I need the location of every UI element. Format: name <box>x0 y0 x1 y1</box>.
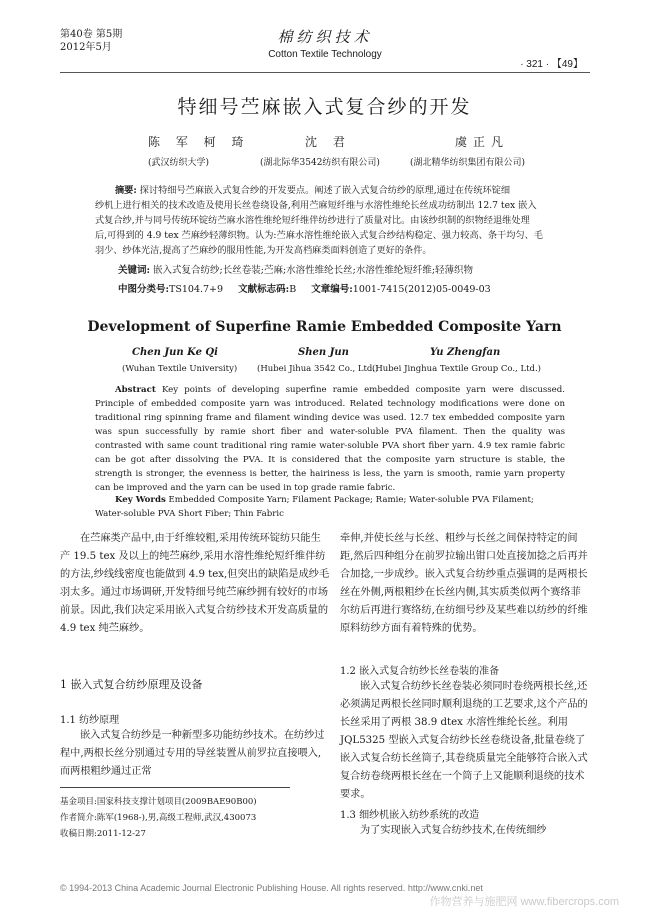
art-label: 文章编号: <box>311 284 353 295</box>
footnote-author: 作者简介:陈军(1968-),男,高级工程师,武汉,430073 <box>60 813 257 823</box>
affiliation-cn: (武汉纺织大学) <box>148 158 210 168</box>
header-divider <box>60 72 590 73</box>
abstract-cn-label: 摘要: <box>115 185 137 196</box>
journal-name-en: Cotton Textile Technology <box>268 49 382 60</box>
footnote-received: 收稿日期:2011-12-27 <box>60 829 146 839</box>
keywords-cn <box>118 262 473 276</box>
issue-date: 2012年5月 <box>60 42 112 53</box>
affiliation-en: (Hubei Jinghua Textile Group Co., Ltd.) <box>372 364 541 374</box>
keywords-cn-text: 嵌入式复合纺纱;长丝卷装;苎麻;水溶性维纶长丝;水溶性维纶短纤维;轻薄织物 <box>153 265 474 276</box>
author-cn: 虞正凡 <box>455 135 510 149</box>
abstract-en <box>95 383 565 495</box>
left-column-body <box>60 727 330 781</box>
issue-volume: 第40卷 第5期 <box>60 29 123 40</box>
journal-name-cn: 棉纺织技术 <box>277 28 373 46</box>
abstract-cn <box>95 183 565 258</box>
abstract-en-text: Key points of developing superfine ramie embedded composite yarn were discussed. Principle of embedded composite yarn was introduced. Related technology modifications were done on traditional ring spinning frame and filament winding device was used. 12.7 tex embedded composite yarn was spun successfully by ramie short fiber and water-soluble PVA filament. Then the quality was contrasted with same count traditional ring ramie water-soluble PVA short fiber yarn. 4.9 tex ramie fabric can be got after dissolving the PVA. It is considered that the composite yarn structure is stable, the strength is stronger, the evenness is better, the hairiness is less, the yarn is smooth, ramie yarn property can be improved and the yarn can be used in top grade ramie fabric. <box>95 385 566 493</box>
footnote-divider <box>60 787 290 788</box>
subsection-heading: 1.3 细纱机嵌入纺纱系统的改造 <box>340 810 480 821</box>
cls-label: 中图分类号: <box>118 284 170 295</box>
right-column <box>340 530 590 638</box>
article-title-en: Development of Superfine Ramie Embedded Composite Yarn <box>87 319 562 335</box>
abstract-cn-line: 探讨特细号苎麻嵌入式复合纱的开发要点。阐述了嵌入式复合纺纱的原理,通过在传统环锭细 <box>139 185 511 196</box>
copyright-footer: © 1994-2013 China Academic Journal Electronic Publishing House. All rights reserved. http://www.cnki.net <box>60 883 483 893</box>
right-column-end <box>340 822 590 840</box>
author-en: Yu Zhengfan <box>430 347 501 358</box>
author-en: Shen Jun <box>298 347 349 358</box>
keywords-en-label: Key Words <box>115 495 166 505</box>
affiliation-cn: (湖北际华3542纺织有限公司) <box>260 158 380 168</box>
cls-value: TS104.7+9 <box>169 284 224 295</box>
subsection-heading: 1.2 嵌入式复合纺纱长丝卷装的准备 <box>340 666 500 677</box>
journal-masthead <box>250 26 400 60</box>
author-cn: 沈 君 <box>305 135 351 149</box>
affiliation-en: (Hubei Jihua 3542 Co., Ltd.) <box>257 364 379 374</box>
left-column <box>60 530 330 638</box>
abstract-cn-line: 纱机上进行相关的技术改造及使用长丝卷绕设备,利用苎麻短纤维与水溶性维纶长丝成功纺制出 12.7 tex 嵌入 <box>95 200 537 211</box>
section-heading: 1 嵌入式复合纺纱原理及设备 <box>60 678 203 691</box>
art-value: 1001-7415(2012)05-0049-03 <box>352 284 491 295</box>
abstract-cn-line: 式复合纱,并与同号传统环锭纺苎麻水溶性维纶短纤维伴纺纱进行了质量对比。由该纱织制的织物经退维处理 <box>95 215 530 226</box>
abstract-en-label: Abstract <box>115 385 156 395</box>
intro-paragraph: 在苎麻类产品中,由于纤维较粗,采用传统环锭纺只能生产 19.5 tex 及以上的纯苎麻纱,采用水溶性维纶短纤维伴纺的方法,纱线线密度也能做到 4.9 tex,但突出的缺陷是成纱毛羽太多。通过市场调研,开发特细号纯苎麻纱拥有较好的市场前景。因此,我们决定采用嵌入式复合纺纱技术开发高质量的 4.9 tex 纯苎麻纱。 <box>60 533 330 634</box>
paragraph: 嵌入式复合纺纱是一种新型多功能纺纱技术。在纺纱过程中,两根长丝分别通过专用的导丝装置从前罗拉直接喂入,而两根粗纱通过正常 <box>60 730 325 777</box>
author-en: Chen Jun Ke Qi <box>132 347 218 358</box>
right-column-body <box>340 678 590 804</box>
article-title-cn: 特细号苎麻嵌入式复合纱的开发 <box>177 96 472 118</box>
affiliation-en: (Wuhan Textile University) <box>122 364 238 374</box>
page-number: · 321 · 【49】 <box>520 59 583 70</box>
issue-info <box>60 28 122 54</box>
author-cn: 陈 军 柯 琦 <box>148 135 250 149</box>
classification-line <box>118 281 491 295</box>
watermark: 作物营养与施肥网 www.fibercrops.com <box>429 896 619 908</box>
affiliation-cn: (湖北精华纺织集团有限公司) <box>410 158 526 168</box>
keywords-cn-label: 关键词: <box>118 265 151 276</box>
subsection-heading: 1.1 纺纱原理 <box>60 715 120 726</box>
footnote-fund: 基金项目:国家科技支撑计划项目(2009BAE90B00) <box>60 797 257 807</box>
doc-value: B <box>289 284 297 295</box>
keywords-en <box>95 493 565 521</box>
paragraph: 嵌入式复合纺纱长丝卷装必须同时卷绕两根长丝,还必须满足两根长丝同时顺利退绕的工艺要求,这个产品的长丝采用了两根 38.9 dtex 水溶性维纶长丝。利用 JQL5325 型嵌入式复合纺纱长丝卷绕设备,批量卷绕了嵌入式复合纺长丝筒子,其卷绕质量完全能够符合嵌入式复合纺卷绕两根长丝在一个筒子上又能顺利退绕的技术要求。 <box>340 681 588 800</box>
paragraph: 牵伸,并使长丝与长丝、粗纱与长丝之间保持特定的间距,然后四种组分在前罗拉输出钳口处直接加捻之后再并合加捻,一步成纱。嵌入式复合纺纱重点强调的是两根长丝在外侧,两根粗纱在长丝内侧,其实质类似两个赛络菲尔纺后再进行赛络纺,在纺细号纱及某些难以纺纱的纤维原料纺纱方面有着特殊的优势。 <box>340 533 588 634</box>
abstract-cn-line: 后,可得到的 4.9 tex 苎麻纱轻薄织物。认为:苎麻水溶性维纶嵌入式复合纱结构稳定、强力较高、条干均匀、毛 <box>95 230 543 241</box>
paragraph: 为了实现嵌入式复合纺纱技术,在传统细纱 <box>360 825 547 836</box>
doc-label: 文献标志码: <box>238 284 290 295</box>
abstract-cn-line: 羽少、纱体光洁,提高了苎麻纱的服用性能,为开发高档麻类面料创造了更好的条件。 <box>95 245 432 256</box>
keywords-en-text: Embedded Composite Yarn; Filament Package; Ramie; Water-soluble PVA Filament; Water-soluble PVA Short Fiber; Thin Fabric <box>95 495 534 519</box>
